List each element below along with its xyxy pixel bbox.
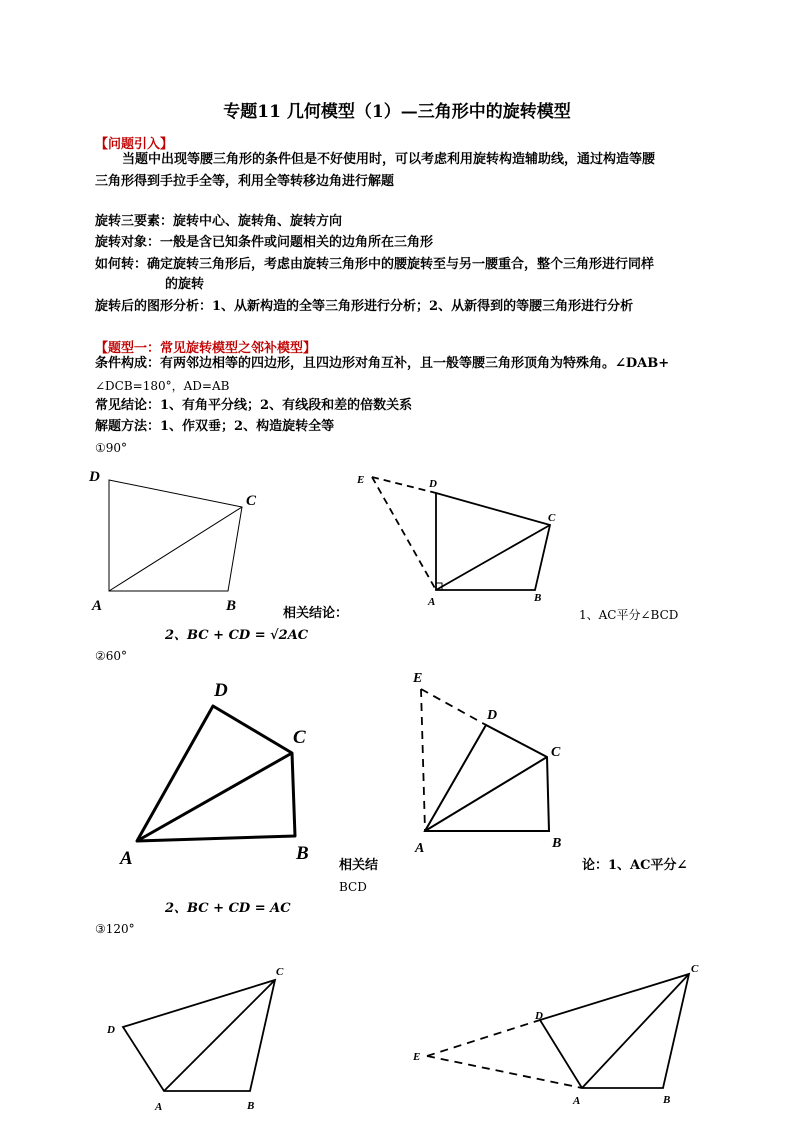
type1-method: 解题方法：1、作双垂；2、构造旋转全等 — [95, 419, 335, 434]
case90-conclusion-1: 1、AC平分∠BCD — [579, 608, 679, 622]
case60-conclusion-1: 论：1、AC平分∠ — [582, 858, 688, 873]
point-d: D — [487, 708, 498, 723]
case60-related: 相关结 — [339, 858, 379, 873]
point-b: B — [226, 598, 237, 614]
type1-label: 【题型一：常见旋转模型之邻补模型】 — [95, 341, 317, 356]
case90-conclusion-2: 2、BC + CD = √2AC — [165, 628, 309, 643]
case90-label: ①90° — [95, 441, 128, 455]
elements-line-2: 旋转对象：一般是含已知条件或问题相关的边角所在三角形 — [95, 235, 434, 250]
elements-line-1: 旋转三要素：旋转中心、旋转角、旋转方向 — [95, 214, 343, 229]
point-b: B — [296, 843, 309, 864]
case120-label: ③120° — [95, 922, 135, 936]
diagonal-ac — [436, 525, 550, 590]
point-a: A — [120, 848, 133, 869]
quad-abcd — [123, 980, 275, 1091]
type1-conclusion: 常见结论：1、有角平分线；2、有线段和差的倍数关系 — [95, 398, 413, 413]
point-d: D — [429, 478, 437, 490]
quad-abcd — [540, 974, 689, 1088]
point-e: E — [413, 1051, 421, 1063]
dashed-ea — [421, 689, 425, 831]
figure-60-left — [110, 670, 330, 870]
point-c: C — [551, 745, 561, 760]
quad-abcd — [436, 493, 550, 590]
point-b: B — [552, 836, 562, 851]
point-e: E — [413, 671, 423, 686]
point-d: D — [89, 469, 100, 485]
elements-line-3: 如何转：确定旋转三角形后，考虑由旋转三角形中的腰旋转至与另一腰重合，整个三角形进行同样 — [95, 257, 655, 272]
point-c: C — [293, 727, 306, 748]
dashed-ea — [427, 1056, 582, 1088]
point-b: B — [247, 1100, 255, 1112]
elements-line-3b: 的旋转 — [165, 277, 205, 292]
point-a: A — [92, 598, 103, 614]
case60-label: ②60° — [95, 649, 128, 663]
point-d: D — [535, 1010, 543, 1022]
intro-line-1: 当题中出现等腰三角形的条件但是不好使用时，可以考虑利用旋转构造辅助线，通过构造等腰 — [122, 152, 656, 167]
figure-60-right — [400, 665, 580, 860]
case60-conclusion-2: 2、BC + CD = AC — [165, 901, 291, 916]
case60-conclusion-1b: BCD — [339, 880, 367, 894]
figure-90-right — [350, 465, 580, 615]
point-a: A — [415, 841, 425, 856]
quad-abcd — [109, 480, 242, 591]
figure-120-right — [405, 955, 715, 1115]
type1-condition-1: 条件构成：有两邻边相等的四边形，且四边形对角互补，且一般等腰三角形顶角为特殊角。∠DAB+ — [95, 356, 670, 371]
point-a: A — [155, 1101, 163, 1113]
point-d: D — [107, 1024, 115, 1036]
quad-abcd — [425, 725, 549, 831]
elements-line-4: 旋转后的图形分析：1、从新构造的全等三角形进行分析；2、从新得到的等腰三角形进行分析 — [95, 299, 634, 314]
point-a: A — [573, 1095, 581, 1107]
point-c: C — [691, 963, 699, 975]
dashed-ea — [372, 477, 436, 590]
diagonal-ac — [425, 757, 547, 831]
dashed-ed — [421, 689, 486, 725]
diagonal-ac — [109, 507, 242, 591]
case90-related: 相关结论： — [283, 606, 349, 621]
point-c: C — [246, 493, 257, 509]
intro-line-2: 三角形得到手拉手全等，利用全等转移边角进行解题 — [95, 174, 395, 189]
quad-abcd — [137, 706, 295, 841]
point-b: B — [663, 1094, 671, 1106]
dashed-ed — [372, 477, 436, 493]
figure-120-left — [100, 960, 300, 1120]
page-title: 专题11 几何模型（1）—三角形中的旋转模型 — [223, 102, 571, 122]
figure-90-left — [80, 460, 280, 620]
point-c: C — [548, 512, 556, 524]
dashed-ed — [427, 1020, 540, 1056]
point-c: C — [276, 966, 284, 978]
point-e: E — [357, 474, 365, 486]
intro-label: 【问题引入】 — [95, 137, 174, 152]
point-d: D — [214, 680, 228, 701]
point-b: B — [534, 592, 542, 604]
type1-condition-2: ∠DCB=180°，AD=AB — [95, 379, 230, 393]
point-a: A — [428, 596, 436, 608]
